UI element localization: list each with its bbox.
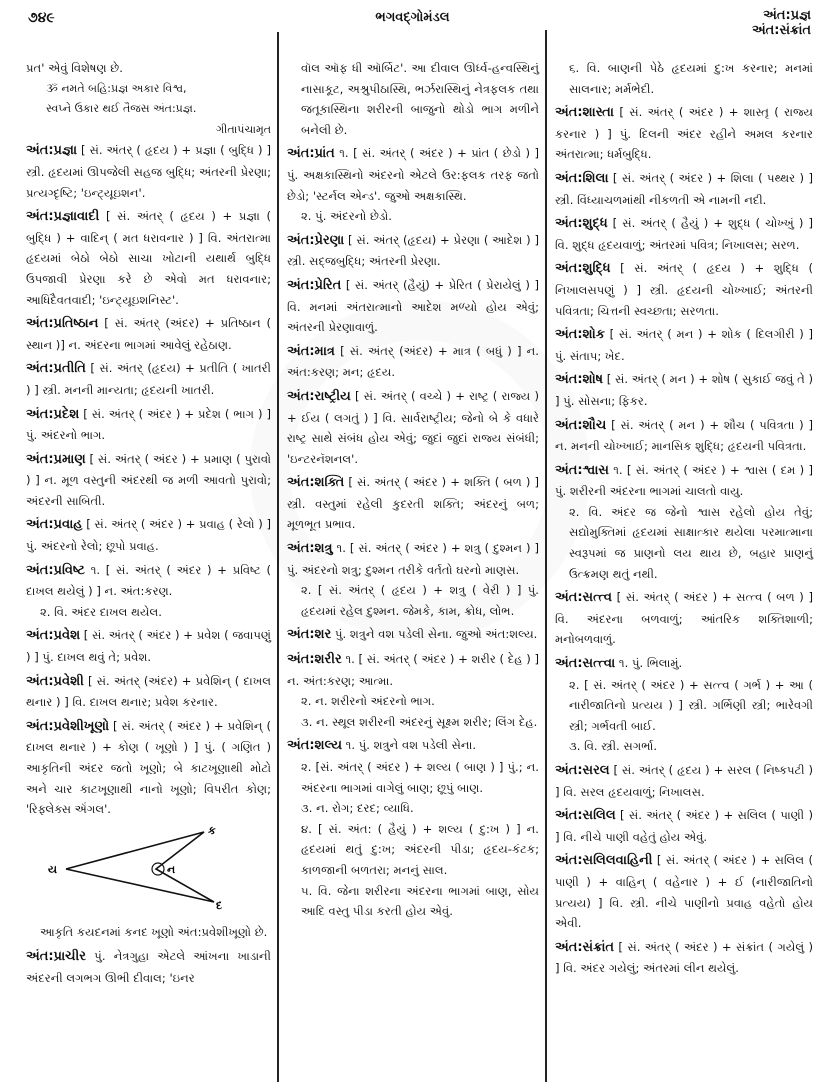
- dictionary-entry: [26, 206, 271, 310]
- entry-sense: ૨. [સં. અંતર્ ( અંદર ) + શલ્ય ( બાણ ) ] પું.; ન. અંદરના ભાગમાં વાગેલું બાણ; છૂપું બાણ.: [301, 760, 539, 795]
- dictionary-entry: [26, 625, 271, 667]
- dictionary-entry: [555, 460, 813, 585]
- entry-headword: અંત:શુદ્ધ: [555, 216, 608, 232]
- entry-definition: ૧. પું. ભિલામું.: [615, 656, 683, 671]
- entry-sense: ૩. વિ. સ્ત્રી. સગર્ભા.: [569, 739, 658, 754]
- entry-headword: અંત:પ્રાચીર: [26, 948, 86, 964]
- entry-headword: અંત:સંક્રાંત: [555, 939, 615, 955]
- entry-headword: અંત:પ્રેરિત: [287, 277, 342, 293]
- entry-definition: [ સં. અંતર્ ( મન ) + શૌચ ( પવિત્રતા ) ] ન. મનની ચોખ્ખાઈ; માનસિક શુદ્ધિ; હૃદયની પવિત્રતા.: [555, 417, 813, 454]
- entry-sense: ૨. પું. અંદરનો છેડો.: [301, 209, 392, 224]
- quote-source: ગીતાપંચામૃત: [216, 122, 271, 136]
- column-divider: [277, 32, 279, 1082]
- entry-headword: અંત:શ્વાસ: [555, 462, 609, 478]
- entry-definition: [ સં. અંતર્ ( અંદર ) + પ્રવેશ ( જવાપણું ) ] પું. દાખલ થવું તે; પ્રવેશ.: [26, 628, 271, 665]
- dictionary-entry: [555, 760, 813, 802]
- entry-definition: [ સં. અંતર્ ( અંદર ) + પ્રમાણ ( પુરાવો ) ] ન. મૂળ વસ્તુની અંદરથી જ મળી આવતો પુરાવો; અંદરની સાબિતી.: [26, 451, 271, 508]
- entry-sense: ૨. [ સં. અંતર્ ( હૃદય ) + શત્રુ ( વેરી ) ] પું. હૃદયમાં રહેલ દુશ્મન. જેમકે, કામ, ક્રોધ, લોભ.: [301, 583, 539, 618]
- entry-headword: અંત:પ્રજ્ઞા: [26, 143, 78, 159]
- vertex-label-left: ય: [48, 862, 58, 876]
- entry-definition: [ સં. અંતર્ ( વચ્ચે ) + રાષ્ટ્ર ( રાજ્ય ) + ઈય ( લગતું ) ] વિ. સાર્વરાષ્ટ્રીય; જેનો બે કે વધારે રાષ્ટ્ર સાથે સંબંધ હોય એવું; જુદાં જુદાં રાજ્ય સંબંધી; 'ઇન્ટરનૅશનલ'.: [287, 388, 539, 466]
- dictionary-entry: [26, 560, 271, 623]
- entry-headword: અંત:પ્રેરણા: [287, 232, 345, 248]
- entry-headword: અંત:શાસ્તા: [555, 105, 614, 121]
- column-divider: [545, 30, 547, 1082]
- entry-headword: અંત:પ્રવાહ: [26, 517, 83, 533]
- dictionary-entry: [26, 313, 271, 355]
- entry-headword: અંત:શોક: [555, 327, 605, 343]
- entry-sense: ૫. વિ. જેના શરીરના અંદરના ભાગમાં બાણ, સોય આદિ વસ્તુ પીડા કરતી હોય એવું.: [301, 883, 539, 919]
- dictionary-entry: [555, 415, 813, 457]
- dictionary-entry: [555, 937, 813, 979]
- dictionary-entry: [287, 230, 539, 272]
- entry-headword: અંત:શરીર: [287, 652, 342, 668]
- dictionary-entry: [555, 369, 813, 411]
- dictionary-entry: [287, 624, 539, 646]
- dictionary-entry: [555, 168, 813, 210]
- dictionary-entry: [287, 472, 539, 535]
- entry-sense: ૬. વિ. બાણની પેઠે હૃદયમાં દુ:ખ કરનાર; મનમાં સાલનાર; મર્મભેદી.: [569, 61, 813, 96]
- continued-text: પ્રત' એવું વિશેષણ છે.: [26, 61, 123, 75]
- entry-definition: [ સં. અંતર્ (હૃદય) + પ્રેરણા ( આદેશ ) ] સ્ત્રી. સદ્જબુદ્ધિ; અંતરની પ્રેરણા.: [287, 232, 539, 269]
- entry-definition: [ સં. અંતર્ ( હૃદય ) + શુદ્ધિ ( નિખાલસપણું ) ] સ્ત્રી. હૃદયની ચોખ્ખાઈ; અંતરની પવિત્રતા; ચિત્તની સ્વચ્છતા; સરળતા.: [555, 261, 813, 318]
- entry-definition: [ સં. અંતર્ (અંદર) + પ્રવેશિન્ ( દાખલ થનાર ) ] વિ. દાખલ થનાર; પ્રવેશ કરનાર.: [26, 673, 271, 710]
- entry-definition: [ સં. અંતર્ ( અંદર ) + સત્ત્વ ( બળ ) ] વિ. અંદરના બળવાળું; આંતરિક શક્તિશાળી; મનોબળવાળું.: [555, 590, 813, 647]
- guide-word-last: અંત:સંક્રાંત: [751, 23, 811, 38]
- entry-headword: અંત:પ્રવેશી: [26, 673, 84, 689]
- entry-sense: ૨. [ સં. અંતર્ ( અંદર ) + સત્ત્વ ( ગર્ભ ) + આ ( નારીજાતિનો પ્રત્યય ) ] સ્ત્રી. ગર્ભિણી સ્ત્રી; ભારેવગી સ્ત્રી; ગર્ભવતી બાઈ.: [569, 677, 813, 733]
- entry-headword: અંત:માત્ર: [287, 343, 335, 359]
- entry-definition: ૧. [ સં. અંતર્ ( અંદર ) + પ્રવિષ્ટ ( દાખલ થયેલું ) ] ન. અંત:કરણ.: [26, 562, 271, 599]
- column-3: [555, 58, 813, 982]
- entry-headword: અંત:પ્રવેશ: [26, 628, 81, 644]
- dictionary-entry: [26, 140, 271, 203]
- entry-definition: [ સં. અંતર્ ( અંદર ) + સલિલ ( પાણી ) ] વિ. નીચે પાણી વહેતું હોય એવું.: [555, 808, 813, 844]
- entry-definition: [ સં. અંતર્ (હૈયું) + પ્રેરિત ( પ્રેરાયેલું ) ] વિ. મનમાં અંતરાત્માનો આદેશ મળ્યો હોય એવું; અંતરની પ્રેરણાવાળું.: [287, 277, 539, 335]
- dictionary-entry: [287, 143, 539, 226]
- entry-headword: અંત:પ્રદેશ: [26, 406, 80, 422]
- dictionary-entry: [555, 102, 813, 165]
- entry-definition: [ સં. અંતર્ (હૃદય) + પ્રતીતિ ( ખાતરી ) ] સ્ત્રી. મનની માન્યતા; હૃદયની ખાતરી.: [26, 361, 271, 397]
- dictionary-entry: [26, 716, 271, 820]
- dictionary-entry: [26, 946, 271, 988]
- dictionary-entry: [287, 735, 539, 921]
- dictionary-entry: [26, 449, 271, 512]
- entry-headword: અંત:શત્રુ: [287, 541, 333, 557]
- entry-headword: અંત:શૌચ: [555, 417, 607, 433]
- entry-definition: [ સં. અંતર્ ( હૈયું ) + શુદ્ધ ( ચોખ્ખું ) ] વિ. શુદ્ધ હૃદયવાળું; અંતરમાં પવિત્ર; નિખાલસ; સરળ.: [555, 216, 813, 252]
- entry-sense: ૨. ન. શરીરનો અંદરનો ભાગ.: [301, 694, 435, 709]
- entry-definition: [ સં. અંતર્ ( અંદર ) + સલિલ ( પાણી ) + વાહિન્ ( વહેનાર ) + ઈ (નારીજાતિનો પ્રત્યય) ] વિ. સ્ત્રી. નીચે પાણીનો પ્રવાહ વહેતો હોય એવી.: [555, 853, 813, 931]
- page-header: [0, 8, 825, 44]
- entry-headword: અંત:પ્રતિષ્ઠાન: [26, 316, 99, 332]
- entry-definition: [ સં. અંતર્ ( અંદર ) + પ્રવાહ ( રેલો ) ] પું. અંદરનો રેલો; છૂપો પ્રવાહ.: [26, 517, 271, 554]
- entry-headword: અંત:સત્ત્વા: [555, 656, 616, 672]
- entry-definition: [ સં. અંતર્ (અંદર) + માત્ર ( બધું ) ] ન. અંત:કરણ; મન; હૃદય.: [287, 343, 539, 380]
- entry-definition: ૧. [ સં. અંતર્ ( અંદર ) + પ્રાંત ( છેડો ) ] પું. અક્ષકાસ્થિનો અંદરનો એટલે ઉર:ફલક તરફ જતો છેડો; 'સ્ટર્નલ એન્ડ'. જુઓ અક્ષકાસ્થિ.: [287, 146, 539, 203]
- entry-headword: અંત:પ્રતીતિ: [26, 361, 86, 377]
- verse-quote: ૐ નમતે બહિ:પ્રજ્ઞ અકાર વિશ્વ,: [46, 81, 187, 95]
- dictionary-entry: [555, 324, 813, 366]
- dictionary-entry: [26, 358, 271, 400]
- entry-headword: અંત:શુદ્ધિ: [555, 261, 611, 277]
- entry-definition: [ સં. અંતર્ ( અંદર ) + શિલા ( પથ્થર ) ] સ્ત્રી. વિંધ્યાચળમાંથી નીકળતી એ નામની નદી.: [555, 170, 813, 207]
- vertex-label-top: ક: [208, 823, 216, 837]
- entry-definition: ૧. [ સં. અંતર્ ( અંદર ) + શરીર ( દેહ ) ] ન. અંત:કરણ; આત્મા.: [287, 652, 539, 688]
- entry-headword: અંત:પ્રાંત: [287, 146, 335, 162]
- entry-definition: પું. નેત્રગુહા એટલે આંખના ખાડાની અંદરની લગભગ ઊભી દીવાલ; 'ઇનર: [26, 948, 271, 985]
- entry-headword: અંત:રાષ્ટ્રીય: [287, 388, 351, 404]
- entry-headword: અંત:શક્તિ: [287, 475, 345, 491]
- dictionary-entry: [26, 404, 271, 446]
- entry-headword: અંત:શલ્ય: [287, 738, 342, 754]
- entry-headword: અંત:શર: [287, 627, 332, 643]
- continued-text: આકૃતિ કયદનમાં કનદ ખૂણો અંત:પ્રવેશીખૂણો છે.: [40, 925, 268, 940]
- entry-definition: [ સં. અંતર્ ( અંદર ) + પ્રદેશ ( ભાગ ) ] પું. અંદરનો ભાગ.: [26, 406, 271, 443]
- reflex-angle-diagram: [26, 824, 271, 917]
- entry-headword: અંત:સરલ: [555, 763, 610, 778]
- entry-definition: પું. શત્રુને વશ પડેલી સેના. જુઓ અંત:શલ્ય.: [331, 627, 538, 642]
- dictionary-entry: [287, 649, 539, 732]
- dictionary-entry: [555, 258, 813, 321]
- continued-text: વૉલ ઑફ ધી ઑર્બિટ'. આ દીવાલ ઊર્ધ્વ-હન્વસ્થિનું નાસાકૂટ, અશ્રુપીઠાસ્થિ, ભર્ઝરાસ્થિનું નેત્રફલક તથા જતૂકાસ્થિના શરીરની બાજુનો થોડો ભાગ મળીને બનેલી છે.: [301, 61, 539, 137]
- column-1: [26, 58, 271, 991]
- entry-headword: અંત:સત્ત્વ: [555, 590, 613, 606]
- dictionary-entry: [555, 587, 813, 650]
- dictionary-entry: [287, 275, 539, 338]
- verse-quote: સ્વપ્ને ઉકાર થઈ તૈજસ અંત:પ્રજ્ઞ.: [46, 102, 197, 116]
- dictionary-entry: [555, 805, 813, 847]
- entry-definition: ૧. [ સં. અંતર્ ( અંદર ) + શત્રુ ( દુશ્મન ) ] પું. અંદરનો શત્રુ; દુશ્મન તરીકે વર્તતો ઘરનો માણસ.: [287, 541, 539, 577]
- entry-sense: ૪. [ સં. અંત: ( હૈયું ) + શલ્ય ( દુ:ખ ) ] ન. હૃદયમાં થતું દુ:ખ; અંદરની પીડા; હૃદય-કંટક; કાળજાની બળતરા; મનનું સાલ.: [301, 821, 539, 877]
- guide-word-first: અંત:પ્રજ્ઞ: [763, 8, 811, 23]
- entry-definition: [ સં. અંતર્ ( હૃદય ) + પ્રજ્ઞા ( બુદ્ધિ ) + વાદિન્ ( મત ધરાવનાર ) ] વિ. અંતરાત્મા હૃદયમાં બેઠો બેઠો સાચા ખોટાની યથાર્થ બુદ્ધિ ઉપજાવી પ્રેરણા કરે છે એવો મત ધરાવનાર; આધિદૈવતવાદી; 'ઇન્ટ્યૂઇશનિસ્ટ'.: [26, 209, 271, 307]
- entry-definition: [ સં. અંતર્ ( અંદર ) + પ્રવેશિન્ ( દાખલ થનાર ) + કોણ ( ખૂણો ) ] પું. ( ગણિત ) આકૃતિની અંદર જતો ખૂણો; બે કાટખૂણાથી મોટો અને ચાર કાટખૂણાથી નાનો ખૂણો; વિપરીત કોણ; 'રિફ્લેક્સ ઍંગલ'.: [26, 718, 271, 817]
- column-2: [287, 58, 539, 925]
- dictionary-entry: [287, 538, 539, 621]
- entry-headword: અંત:શોષ: [555, 372, 604, 388]
- vertex-label-bottom: દ: [216, 898, 223, 910]
- entry-headword: અંત:સલિલ: [555, 808, 616, 824]
- entry-sense: ૨. વિ. અંદર જ જેનો શ્વાસ રહેલો હોય તેવું; સદ્યોમુક્તિમાં હૃદયમાં સાક્ષાત્કાર થયેલા પરમાત્માના સ્વરૂપમાં જ પ્રાણનો લય થાય છે, બહાર પ્રાણનું ઉત્ક્રમણ થતું નથી.: [569, 504, 813, 581]
- vertex-label-center: ન: [167, 862, 176, 876]
- entry-sense: ૩. ન. રોગ; દરદ; વ્યાધિ.: [301, 801, 414, 816]
- entry-sense: ૨. વિ. અંદર દાખલ થયેલ.: [40, 604, 162, 619]
- dictionary-entry: [287, 386, 539, 469]
- entry-headword: અંત:પ્રવિષ્ટ: [26, 562, 85, 578]
- entry-definition: [ સં. અંતર્ ( અંદર ) + શાસ્તૃ ( રાજ્ય કરનાર ) ] પું. દિલની અંદર રહીને અમલ કરનાર અંતરાત્મા; ધર્મબુદ્ધિ.: [555, 105, 813, 162]
- entry-headword: અંત:પ્રવેશીખૂણો: [26, 718, 110, 734]
- entry-definition: [ સં. અંતર્ ( મન ) + શોષ ( સુકાઈ જવું તે ) ] પું. સોસના; ફિકર.: [555, 372, 813, 408]
- entry-headword: અંત:સલિલવાહિની: [555, 853, 653, 869]
- running-title: ભગવદ્ગોમંડલ: [375, 10, 450, 25]
- dictionary-entry: [26, 514, 271, 556]
- guide-words: [752, 8, 811, 38]
- page-number: ૭૪૯: [28, 10, 55, 26]
- dictionary-entry: [555, 213, 813, 255]
- entry-sense: ૩. ન. સ્થૂલ શરીરની અંદરનું સૂક્ષ્મ શરીર; લિંગ દેહ.: [301, 714, 538, 729]
- dictionary-entry: [287, 341, 539, 383]
- dictionary-entry: [26, 671, 271, 713]
- entry-definition: [ સં. અંતર્ ( અંદર ) + સંક્રાંત ( ગયેલું ) ] વિ. અંદર ગયેલું; અંતરમાં લીન થયેલું.: [555, 939, 813, 976]
- entry-definition: [ સં. અંતર્ ( મન ) + શોક ( દિલગીરી ) ] પું. સંતાપ; ખેદ.: [555, 327, 813, 363]
- entry-definition: [ સં. અંતર્ ( અંદર ) + શક્તિ ( બળ ) ] સ્ત્રી. વસ્તુમાં રહેલી કુદરતી શક્તિ; અંદરનું બળ; મૂળભૂત પ્રભાવ.: [287, 475, 539, 532]
- entry-headword: અંત:શિલા: [555, 170, 609, 186]
- dictionary-entry: [555, 653, 813, 757]
- entry-definition: ૧. પું. શત્રુને વશ પડેલી સેના.: [341, 738, 477, 753]
- entry-definition: ૧. [ સં. અંતર્ ( અંદર ) + શ્વાસ ( દમ ) ] પું. શરીરની અંદરના ભાગમાં ચાલતો વાયુ.: [555, 462, 813, 499]
- entry-definition: [ સં. અંતર્ ( હૃદય ) + સરલ ( નિષ્કપટી ) ] વિ. સરલ હૃદયવાળું; નિખાલસ.: [555, 763, 813, 799]
- dictionary-entry: [555, 850, 813, 933]
- entry-definition: [ સં. અંતર્ (અંદર) + પ્રતિષ્ઠાન ( સ્થાન )] ન. અંદરના ભાગમાં આવેલું રહેઠાણ.: [26, 316, 271, 352]
- entry-headword: અંત:પ્રજ્ઞાવાદી: [26, 209, 100, 225]
- entry-headword: અંત:પ્રમાણ: [26, 451, 86, 467]
- entry-definition: [ સં. અંતર્ ( હૃદય ) + પ્રજ્ઞા ( બુદ્ધિ ) ] સ્ત્રી. હૃદયમાં ઊપજેલી સહજ બુદ્ધિ; અંતરની પ્રેરણા; પ્રત્યગ્દૃષ્ટિ; 'ઇન્ટ્યૂઇશન'.: [26, 143, 271, 200]
